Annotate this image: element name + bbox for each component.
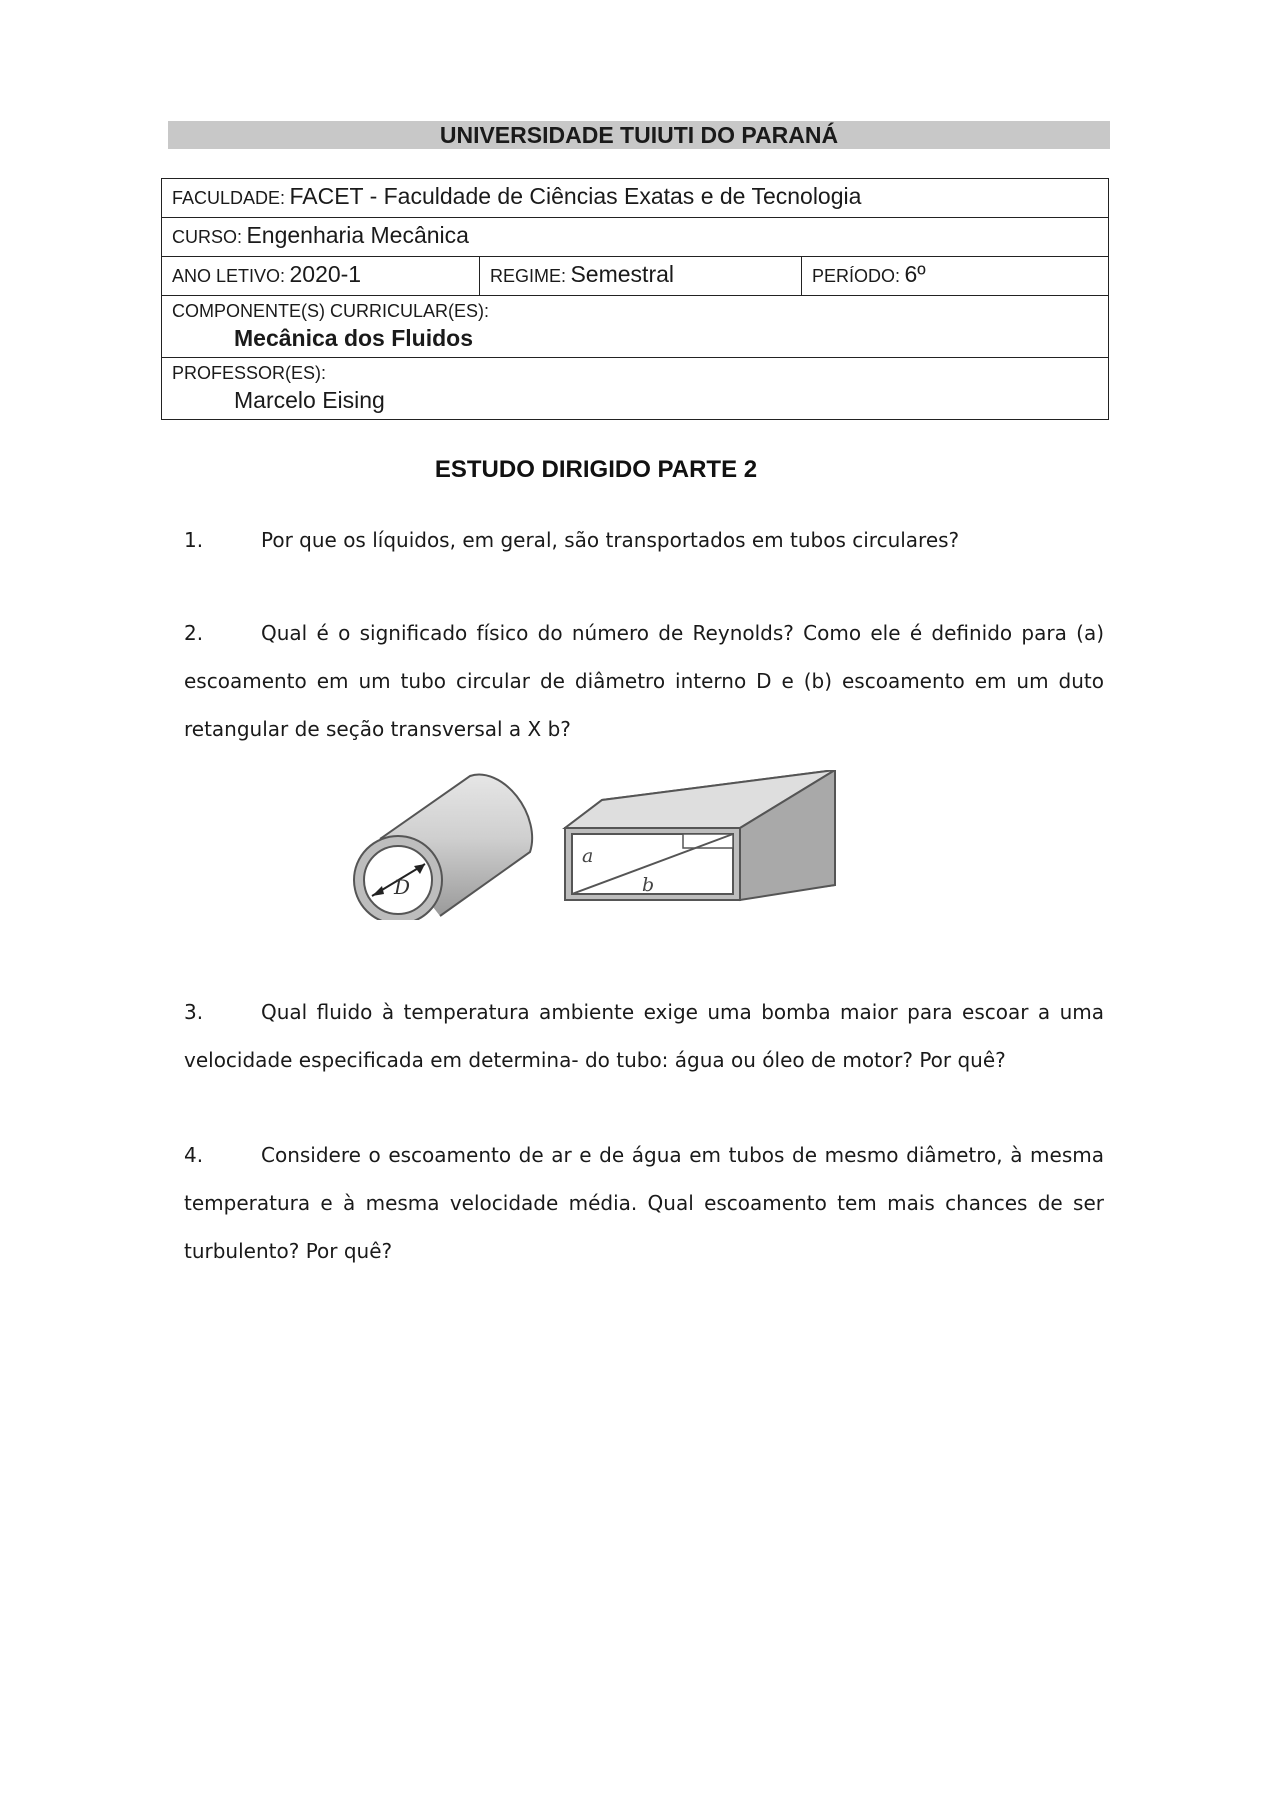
componente-cell [162, 296, 1109, 358]
question-2 [184, 609, 1104, 753]
ano-label: ANO LETIVO: [172, 266, 286, 286]
componente-row [162, 296, 1109, 358]
duct-side-b-label: b [642, 874, 655, 896]
curso-label: CURSO: [172, 227, 243, 247]
question-2-number: 2. [184, 621, 204, 645]
tube-diameter-label: D [394, 875, 411, 899]
rectangular-duct-drawing [565, 770, 835, 900]
regime-value: Semestral [570, 261, 675, 287]
professor-label: PROFESSOR(ES): [172, 363, 327, 383]
question-3 [184, 988, 1104, 1084]
periodo-cell [802, 257, 1109, 296]
curso-value: Engenharia Mecânica [246, 222, 469, 248]
question-3-text: Qual fluido à temperatura ambiente exige uma bomba maior para escoar a uma velocidade especificada em determina- do tubo: água ou óleo de motor? Por quê? [184, 1000, 1104, 1072]
faculdade-value: FACET - Faculdade de Ciências Exatas e de Tecnologia [289, 183, 862, 209]
faculdade-row [162, 179, 1109, 218]
componente-value: Mecânica dos Fluidos [234, 325, 473, 351]
faculdade-cell [162, 179, 1109, 218]
regime-cell [480, 257, 802, 296]
regime-label: REGIME: [490, 266, 567, 286]
question-1 [184, 516, 1104, 564]
ano-value: 2020-1 [289, 261, 362, 287]
curso-cell [162, 218, 1109, 257]
curso-row [162, 218, 1109, 257]
question-4-text: Considere o escoamento de ar e de água em tubos de mesmo diâmetro, à mesma temperatura e à mesma velocidade média. Qual escoamento tem mais chances de ser turbulento? Por quê? [184, 1143, 1104, 1263]
university-banner: UNIVERSIDADE TUIUTI DO PARANÁ [168, 121, 1110, 149]
ano-regime-periodo-row [162, 257, 1109, 296]
circular-tube-drawing [354, 775, 532, 920]
question-1-number: 1. [184, 528, 204, 552]
course-info-table [161, 178, 1109, 420]
tube-and-duct-figure [350, 770, 850, 920]
question-1-text: Por que os líquidos, em geral, são transportados em tubos circulares? [261, 528, 960, 552]
question-2-text: Qual é o significado físico do número de Reynolds? Como ele é definido para (a) escoamento em um tubo circular de diâmetro interno D e (b) escoamento em um duto retangular de seção transversal a X b? [184, 621, 1104, 741]
ano-cell [162, 257, 480, 296]
periodo-label: PERÍODO: [812, 266, 901, 286]
componente-label: COMPONENTE(S) CURRICULAR(ES): [172, 301, 490, 321]
faculdade-label: FACULDADE: [172, 188, 286, 208]
document-title: ESTUDO DIRIGIDO PARTE 2 [434, 456, 758, 483]
professor-cell [162, 358, 1109, 420]
periodo-value: 6º [904, 261, 926, 287]
professor-row [162, 358, 1109, 420]
professor-value: Marcelo Eising [234, 387, 385, 413]
duct-side-a-label: a [582, 845, 594, 867]
question-4-number: 4. [184, 1143, 204, 1167]
question-4 [184, 1131, 1104, 1275]
question-3-number: 3. [184, 1000, 204, 1024]
